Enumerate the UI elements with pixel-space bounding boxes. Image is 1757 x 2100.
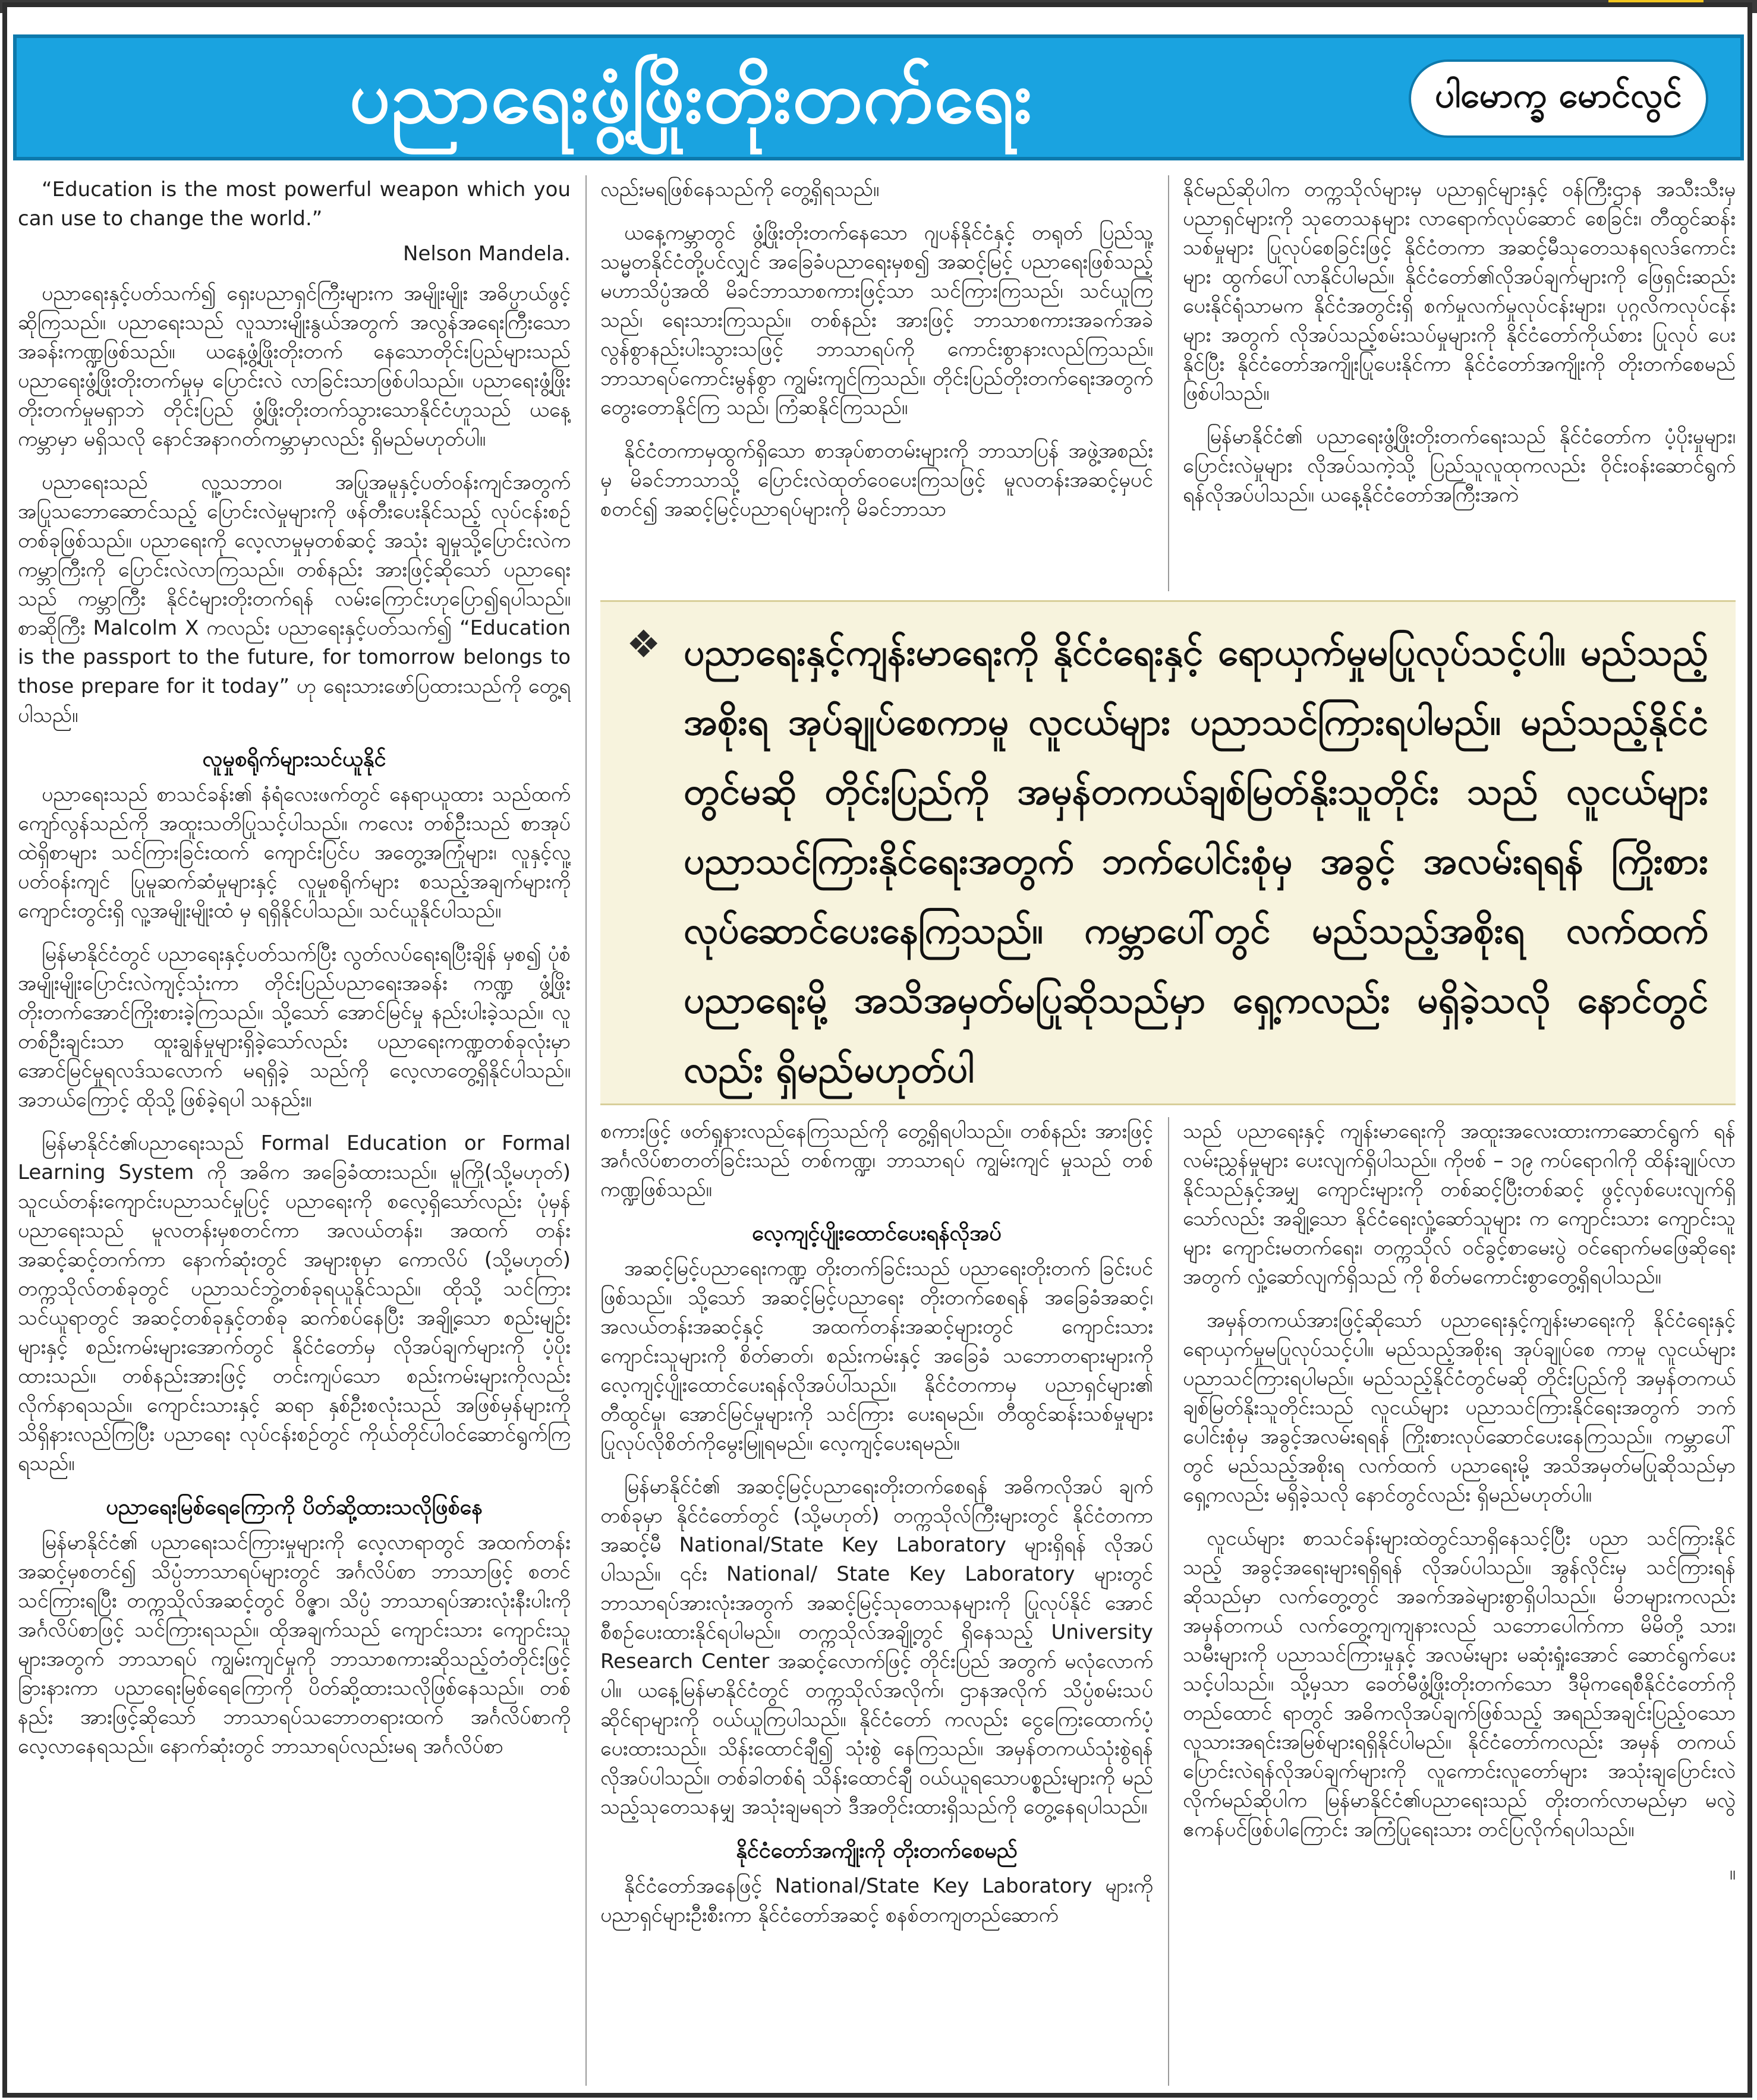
- paragraph: ယနေ့ကမ္ဘာတွင် ဖွံ့ဖြိုးတိုးတက်နေသော ဂျပန်နိုင်ငံနှင့် တရုတ် ပြည်သူ့သမ္မတနိုင်ငံတို့ပင်လျှင် အခြေခံပညာရေးမှစ၍ အဆင့်မြင့် ပညာရေးဖြစ်သည့် မဟာသိပ္ပံအထိ မိခင်ဘာသာစကားဖြင့်သာ သင်ကြားကြသည်၊ သင်ယူကြသည်၊ ရေးသားကြသည်။ တစ်နည်း အားဖြင့် ဘာသာစကားအခက်အခဲ လွန်စွာနည်းပါးသွားသဖြင့် ဘာသာရပ်ကို ကောင်းစွာနားလည်ကြသည်။ ဘာသာရပ်ကောင်းမွန်စွာ ကျွမ်းကျင်ကြသည်။ တိုင်းပြည်တိုးတက်ရေးအတွက် တွေးတောနိုင်ကြ သည်၊ ကြံဆနိုင်ကြသည်။: [600, 221, 1153, 420]
- paragraph: နိုင်ငံတော်အနေဖြင့် National/State Key Laboratory များကို ပညာရှင်များဦးစီးကာ နိုင်ငံတော်အဆင့် စနစ်တကျတည်ဆောက်: [600, 1874, 1153, 1927]
- diamond-bullet-icon: ❖: [626, 623, 661, 667]
- paragraph: ပညာရေးသည် လူ့သဘာဝ၊ အပြုအမူနှင့်ပတ်ဝန်းကျင်အတွက် အပြုသဘောဆောင်သည့် ပြောင်းလဲမှုများကို ဖန်တီးပေးနိုင်သည့် လုပ်ငန်းစဉ်တစ်ခုဖြစ်သည်။ ပညာရေးကို လေ့လာမှုမှတစ်ဆင့် အသုံး ချမှုသို့ပြောင်းလဲက ကမ္ဘာကြီးကို ပြောင်းလဲလာကြသည်။ တစ်နည်း အားဖြင့်ဆိုသော် ပညာရေးသည် ကမ္ဘာကြီး နိုင်ငံများတိုးတက်ရန် လမ်းကြောင်းဟုပြော၍ရပါသည်။ စာဆိုကြီး Malcolm X ကလည်း ပညာရေးနှင့်ပတ်သက်၍ “Education is the passport to the future, for tomorrow belongs to those prepare for it today” ဟု ရေးသားဖော်ပြထားသည်ကို တွေ့ရပါသည်။: [18, 471, 571, 727]
- opening-quote: “Education is the most powerful weapon which you can use to change the world.”: [18, 178, 571, 231]
- column-divider: [1168, 1117, 1169, 2086]
- paragraph: သည် ပညာရေးနှင့် ကျန်းမာရေးကို အထူးအလေးထားကာဆောင်ရွက် ရန် လမ်းညွှန်မှုများ ပေးလျက်ရှိပါသည်။ ကိုဗစ် – ၁၉ ကပ်ရောဂါကို ထိန်းချုပ်လာနိုင်သည်နှင့်အမျှ ကျောင်းများကို တစ်ဆင့်ပြီးတစ်ဆင့် ဖွင့်လှစ်ပေးလျက်ရှိသော်လည်း အချို့သော နိုင်ငံရေးလှုံ့ဆော်သူများ က ကျောင်းသား ကျောင်းသူများ ကျောင်းမတက်ရေး၊ တက္ကသိုလ် ဝင်ခွင့်စာမေးပွဲ ဝင်ရောက်မဖြေဆိုရေးအတွက် လှုံ့ဆော်လျက်ရှိသည် ကို စိတ်မကောင်းစွာတွေ့ရှိရပါသည်။: [1183, 1120, 1736, 1289]
- column-2-bottom: [600, 1117, 1153, 2086]
- pull-quote-text: ပညာရေးနှင့်ကျန်းမာရေးကို နိုင်ငံရေးနှင့် ရောယှက်မှုမပြုလုပ်သင့်ပါ။ မည်သည့်အစိုးရ အုပ်ချုပ်စေကာမူ လူငယ်များ ပညာသင်ကြားရပါမည်။ မည်သည့်နိုင်ငံတွင်မဆို တိုင်းပြည်ကို အမှန်တကယ်ချစ်မြတ်နိုးသူတိုင်း သည် လူငယ်များ ပညာသင်ကြားနိုင်ရေးအတွက် ဘက်ပေါင်းစုံမှ အခွင့် အလမ်းရရန် ကြိုးစားလုပ်ဆောင်ပေးနေကြသည်။ ကမ္ဘာပေါ်တွင် မည်သည့်အစိုးရ လက်ထက် ပညာရေးမို့ အသိအမှတ်မပြုဆိုသည်မှာ ရှေ့ကလည်း မရှိခဲ့သလို နောင်တွင်လည်း ရှိမည်မဟုတ်ပါ: [684, 630, 1708, 1091]
- column-divider: [585, 175, 587, 2086]
- section-heading: လေ့ကျင့်ပျိုးထောင်ပေးရန်လိုအပ်: [752, 1221, 1002, 1246]
- paragraph: အဆင့်မြင့်ပညာရေးကဏ္ဍ တိုးတက်ခြင်းသည် ပညာရေးတိုးတက် ခြင်းပင်ဖြစ်သည်။ သို့သော် အဆင့်မြင့်ပညာရေး တိုးတက်စေရန် အခြေခံအဆင့်၊ အလယ်တန်းအဆင့်နှင့် အထက်တန်းအဆင့်များတွင် ကျောင်းသား ကျောင်းသူများကို စိတ်ဓာတ်၊ စည်းကမ်းနှင့် အခြေခံ သဘောတရားများကို လေ့ကျင့်ပျိုးထောင်ပေးရန်လိုအပ်ပါသည်။ နိုင်ငံတကာမှ ပညာရှင်များ၏ တီထွင်မှု၊ အောင်မြင်မှုများကို သင်ကြား ပေးရမည်။ တီထွင်ဆန်းသစ်မှုများ ပြုလုပ်လိုစိတ်ကိုမွေးမြူရမည်။ လေ့ကျင့်ပေးရမည်။: [600, 1257, 1153, 1455]
- column-2-top: [600, 175, 1153, 591]
- author-byline: ပါမောက္ခ မောင်လွင်: [1409, 59, 1708, 138]
- paragraph: စကားဖြင့် ဖတ်ရှုနားလည်နေကြသည်ကို တွေ့ရှိရပါသည်။ တစ်နည်း အားဖြင့် အင်္ဂလိပ်စာတတ်ခြင်းသည် တစ်ကဏ္ဍ၊ ဘာသာရပ် ကျွမ်းကျင် မှုသည် တစ်ကဏ္ဍဖြစ်သည်။: [600, 1120, 1153, 1202]
- masthead: [13, 34, 1744, 160]
- article-title: ပညာရေးဖွံ့ဖြိုးတိုးတက်ရေး: [349, 56, 1034, 139]
- column-3-top: [1183, 175, 1736, 591]
- section-heading: နိုင်ငံတော်အကျိုးကို တိုးတက်စေမည်: [736, 1839, 1018, 1863]
- section-heading: ပညာရေးမြစ်ရေကြောကို ပိတ်ဆို့ထားသလိုဖြစ်နေ: [106, 1495, 483, 1519]
- column-3-bottom: [1183, 1117, 1736, 2086]
- paragraph: မြန်မာနိုင်ငံ၏ ပညာရေးသင်ကြားမှုများကို လေ့လာရာတွင် အထက်တန်းအဆင့်မှစတင်၍ သိပ္ပံဘာသာရပ်များတွင် အင်္ဂလိပ်စာ ဘာသာဖြင့် စတင်သင်ကြားရပြီး တက္ကသိုလ်အဆင့်တွင် ဝိဇ္ဇာ၊ သိပ္ပံ ဘာသာရပ်အားလုံးနီးပါးကို အင်္ဂလိပ်စာဖြင့် သင်ကြားရသည်။ ထိုအချက်သည် ကျောင်းသား ကျောင်းသူများအတွက် ဘာသာရပ် ကျွမ်းကျင်မှုကို ဘာသာစကားဆိုသည့်တံတိုင်းဖြင့် ခြားနားကာ ပညာရေးမြစ်ရေကြောကို ပိတ်ဆို့ထားသလိုဖြစ်နေသည်။ တစ်နည်း အားဖြင့်ဆိုသော် ဘာသာရပ်သဘောတရားထက် အင်္ဂလိပ်စာကို လေ့လာနေရသည်။ နောက်ဆုံးတွင် ဘာသာရပ်လည်းမရ အင်္ဂလိပ်စာ: [18, 1531, 571, 1758]
- quote-attribution: Nelson Mandela.: [403, 242, 571, 266]
- pull-quote: [600, 600, 1736, 1105]
- paragraph: နိုင်ငံတကာမှထွက်ရှိသော စာအုပ်စာတမ်းများကို ဘာသာပြန် အဖွဲ့အစည်းမှ မိခင်ဘာသာသို့ ပြောင်းလဲထုတ်ဝေပေးကြသဖြင့် မူလတန်းအဆင့်မှပင်စတင်၍ အဆင့်မြင့်ပညာရပ်များကို မိခင်ဘာသာ: [600, 439, 1153, 521]
- paragraph: မြန်မာနိုင်ငံ၏ ပညာရေးဖွံ့ဖြိုးတိုးတက်ရေးသည် နိုင်ငံတော်က ပံ့ပိုးမှုများ၊ ပြောင်းလဲမှုများ လိုအပ်သကဲ့သို့ ပြည်သူလူထုကလည်း ဝိုင်းဝန်းဆောင်ရွက်ရန်လိုအပ်ပါသည်။ ယနေ့နိုင်ငံတော်အကြီးအကဲ: [1183, 425, 1736, 507]
- paragraph: မြန်မာနိုင်ငံ၏ပညာရေးသည် Formal Education or Formal Learning System ကို အဓိက အခြေခံထားသည်။ မူကြို(သို့မဟုတ်) သူငယ်တန်းကျောင်းပညာသင်မှုပြင့် ပညာရေးကို စလေ့ရှိသော်လည်း ပုံမှန်ပညာရေးသည် မူလတန်းမှစတင်ကာ အလယ်တန်း၊ အထက် တန်း အဆင့်ဆင့်တက်ကာ နောက်ဆုံးတွင် အများစုမှာ ကောလိပ် (သို့မဟုတ်) တက္ကသိုလ်တစ်ခုတွင် ပညာသင်ဘွဲ့တစ်ခုရယူနိုင်သည်။ ထိုသို့ သင်ကြားသင်ယူရာတွင် အဆင့်တစ်ခုနှင့်တစ်ခု ဆက်စပ်နေပြီး အချို့သော စည်းမျဉ်းများနှင့် စည်းကမ်းများအောက်တွင် နိုင်ငံတော်မှ လိုအပ်ချက်များကို ပံ့ပိုးထားသည်။ တစ်နည်းအားဖြင့် တင်းကျပ်သော စည်းကမ်းများကိုလည်း လိုက်နာရသည်။ ကျောင်းသားနှင့် ဆရာ နှစ်ဦးစလုံးသည် အဖြစ်မှန်များကို သိရှိနားလည်ကြပြီး ပညာရေး လုပ်ငန်းစဉ်တွင် ကိုယ်တိုင်ပါဝင်ဆောင်ရွက်ကြရသည်။: [18, 1131, 571, 1475]
- paragraph: မြန်မာနိုင်ငံ၏ အဆင့်မြင့်ပညာရေးတိုးတက်စေရန် အဓိကလိုအပ် ချက်တစ်ခုမှာ နိုင်ငံတော်တွင် (သို့မဟုတ်) တက္ကသိုလ်ကြီးများတွင် နိုင်ငံတကာအဆင့်မီ National/State Key Laboratory များရှိရန် လိုအပ်ပါသည်။ ၎င်း National/ State Key Laboratory များတွင် ဘာသာရပ်အားလုံးအတွက် အဆင့်မြင့်သုတေသနများကို ပြုလုပ်နိုင် အောင် စီစဉ်ပေးထားနိုင်ရပါမည်။ တက္ကသိုလ်အချို့တွင် ရှိနေသည့် University Research Center အဆင့်လောက်ဖြင့် တိုင်းပြည် အတွက် မလုံလောက်ပါ။ ယနေ့မြန်မာနိုင်ငံတွင် တက္ကသိုလ်အလိုက်၊ ဌာနအလိုက် သိပ္ပံစမ်းသပ်ဆိုင်ရာများကို ဝယ်ယူကြပါသည်။ နိုင်ငံတော် ကလည်း ငွေကြေးထောက်ပံ့ပေးထားသည်။ သိန်းထောင်ချီ၍ သုံးစွဲ နေကြသည်။ အမှန်တကယ်သုံးစွဲရန် လိုအပ်ပါသည်။ တစ်ခါတစ်ရံ သိန်းထောင်ချီ ဝယ်ယူရသောပစ္စည်းများကို မည်သည့်သုတေသနမျှ အသုံးချမရဘဲ ဒီအတိုင်းထားရှိသည်ကို တွေ့နေရပါသည်။: [600, 1475, 1153, 1819]
- section-heading: လူမှုစရိုက်များသင်ယူနိုင်: [202, 747, 386, 771]
- paragraph: နိုင်မည်ဆိုပါက တက္ကသိုလ်များမှ ပညာရှင်များနှင့် ဝန်ကြီးဌာန အသီးသီးမှပညာရှင်များကို သုတေသနများ လာရောက်လုပ်ဆောင် စေခြင်း၊ တီထွင်ဆန်းသစ်မှုများ ပြုလုပ်စေခြင်းဖြင့် နိုင်ငံတကာ အဆင့်မီသုတေသနရလဒ်ကောင်းများ ထွက်ပေါ်လာနိုင်ပါမည်။ နိုင်ငံတော်၏လိုအပ်ချက်များကို ဖြေရှင်းဆည်းပေးနိုင်ရုံသာမက နိုင်ငံအတွင်းရှိ စက်မှုလက်မှုလုပ်ငန်းများ၊ ပုဂ္ဂလိကလုပ်ငန်းများ အတွက် လိုအပ်သည့်စမ်းသပ်မှုများကို နိုင်ငံတော်ကိုယ်စား ပြုလုပ် ပေးနိုင်ပြီး နိုင်ငံတော်အကျိုးပြုပေးနိုင်ကာ နိုင်ငံတော်အကျိုးကို တိုးတက်စေမည်ဖြစ်ပါသည်။: [1183, 178, 1736, 405]
- paragraph: အမှန်တကယ်အားဖြင့်ဆိုသော် ပညာရေးနှင့်ကျန်းမာရေးကို နိုင်ငံရေးနှင့် ရောယှက်မှုမပြုလုပ်သင့်ပါ။ မည်သည့်အစိုးရ အုပ်ချုပ်စေ ကာမူ လူငယ်များ ပညာသင်ကြားရပါမည်။ မည်သည့်နိုင်ငံတွင်မဆို တိုင်းပြည်ကို အမှန်တကယ်ချစ်မြတ်နိုးသူတိုင်းသည် လူငယ်များ ပညာသင်ကြားနိုင်ရေးအတွက် ဘက်ပေါင်းစုံမှ အခွင့်အလမ်းရရန် ကြိုးစားလုပ်ဆောင်ပေးနေကြသည်။ ကမ္ဘာပေါ်တွင် မည်သည့်အစိုးရ လက်ထက် ပညာရေးမို့ အသိအမှတ်မပြုဆိုသည်မှာ ရှေ့ကလည်း မရှိခဲ့သလို နောင်တွင်လည်း ရှိမည်မဟုတ်ပါ။: [1183, 1308, 1736, 1507]
- column-divider: [1168, 175, 1169, 591]
- column-1: [18, 175, 571, 2086]
- paragraph: လူငယ်များ စာသင်ခန်းများထဲတွင်သာရှိနေသင့်ပြီး ပညာ သင်ကြားနိုင်သည့် အခွင့်အရေးများရရှိရန် လိုအပ်ပါသည်။ အွန်လိုင်းမှ သင်ကြားရန်ဆိုသည်မှာ လက်တွေ့တွင် အခက်အခဲများစွာရှိပါသည်။ မိဘများကလည်း အမှန်တကယ် လက်တွေ့ကျကျနားလည် သဘောပေါက်ကာ မိမိတို့ သား၊ သမီးများကို ပညာသင်ကြားမှုနှင့် အလမ်းများ မဆုံးရှုံးအောင် ဆောင်ရွက်ပေးသင့်ပါသည်။ သို့မှသာ ခေတ်မီဖွံ့ဖြိုးတိုးတက်သော ဒီမိုကရေစီနိုင်ငံတော်ကိုတည်ထောင် ရာတွင် အဓိကလိုအပ်ချက်ဖြစ်သည့် အရည်အချင်းပြည့်ဝသော လူသားအရင်းအမြစ်များရရှိနိုင်ပါမည်။ နိုင်ငံတော်ကလည်း အမှန် တကယ် ပြောင်းလဲရန်လိုအပ်ချက်များကို လူကောင်းလူတော်များ အသုံးချပြောင်းလဲလိုက်မည်ဆိုပါက မြန်မာနိုင်ငံ၏ပညာရေးသည် တိုးတက်လာမည်မှာ မလွဲဧကန်ပင်ဖြစ်ပါကြောင်း အကြံပြုရေးသား တင်ပြလိုက်ရပါသည်။: [1183, 1527, 1736, 1842]
- paragraph: ပညာရေးနှင့်ပတ်သက်၍ ရှေးပညာရှင်ကြီးများက အမျိုးမျိုး အဓိပ္ပာယ်ဖွင့်ဆိုကြသည်။ ပညာရေးသည် လူသားမျိုးနွယ်အတွက် အလွန်အရေးကြီးသောအခန်းကဏ္ဍဖြစ်သည်။ ယနေ့ဖွံ့ဖြိုးတိုးတက် နေသောတိုင်းပြည်များသည် ပညာရေးဖွံ့ဖြိုးတိုးတက်မှုမှ ပြောင်းလဲ လာခြင်းသာဖြစ်ပါသည်။ ပညာရေးဖွံ့ဖြိုးတိုးတက်မှုမရှာဘဲ တိုင်းပြည် ဖွံ့ဖြိုးတိုးတက်သွားသောနိုင်ငံဟူသည် ယနေ့ကမ္ဘာမှာ မရှိသလို နောင်အနာဂတ်ကမ္ဘာမှာလည်း ရှိမည်မဟုတ်ပါ။: [18, 282, 571, 451]
- paragraph: မြန်မာနိုင်ငံတွင် ပညာရေးနှင့်ပတ်သက်ပြီး လွတ်လပ်ရေးရပြီးချိန် မှစ၍ ပုံစံအမျိုးမျိုးပြောင်းလဲကျင့်သုံးကာ တိုင်းပြည်ပညာရေးအခန်း ကဏ္ဍ ဖွံ့ဖြိုးတိုးတက်အောင်ကြိုးစားခဲ့ကြသည်။ သို့သော် အောင်မြင်မှု နည်းပါးခဲ့သည်။ လူတစ်ဦးချင်းသာ ထူးချွန်မှုများရှိခဲ့သော်လည်း ပညာရေးကဏ္ဍတစ်ခုလုံးမှာ အောင်မြင်မှုရလဒ်သလောက် မရရှိခဲ့ သည်ကို လေ့လာတွေ့ရှိနိုင်ပါသည်။ အဘယ်ကြောင့် ထိုသို့ဖြစ်ခဲ့ရပါ သနည်း။: [18, 942, 571, 1112]
- paragraph: ပညာရေးသည် စာသင်ခန်း၏ နံရံလေးဖက်တွင် နေရာယူထား သည်ထက် ကျော်လွန်သည်ကို အထူးသတိပြုသင့်ပါသည်။ ကလေး တစ်ဦးသည် စာအုပ်ထဲရှိစာများ သင်ကြားခြင်းထက် ကျောင်းပြင်ပ အတွေ့အကြုံများ၊ လူနှင့်လူ့ပတ်ဝန်းကျင် ပြုမူဆက်ဆံမှုများနှင့် လူမှုစရိုက်များ စသည့်အချက်များကို ကျောင်းတွင်းရှိ လူ့အမျိုးမျိုးထံ မှ ရရှိနိုင်ပါသည်။ သင်ယူနိုင်ပါသည်။: [18, 783, 571, 923]
- paragraph: လည်းမရဖြစ်နေသည်ကို တွေ့ရှိရသည်။: [600, 178, 880, 201]
- end-mark: ။: [1729, 1861, 1736, 1885]
